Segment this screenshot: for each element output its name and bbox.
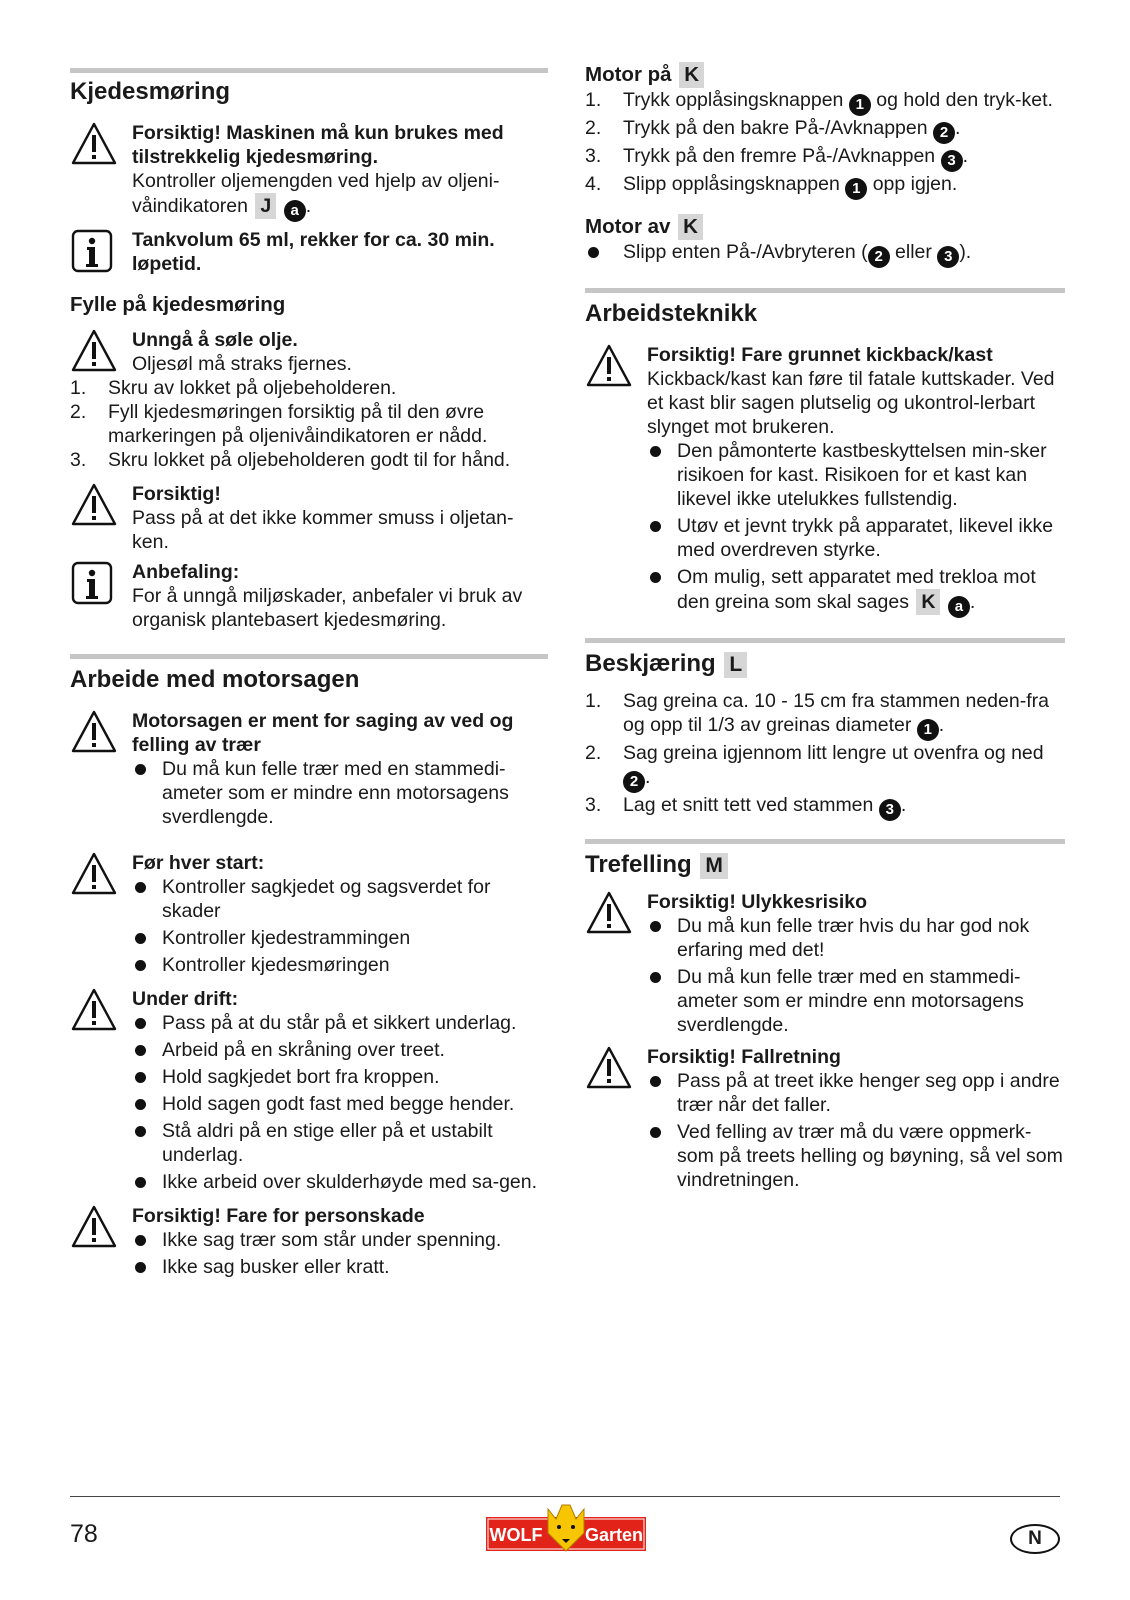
figure-ref: J	[255, 193, 276, 219]
caution-note	[70, 482, 548, 554]
info-title: Tankvolum 65 ml, rekker for ca. 30 min. løpetid.	[132, 229, 495, 275]
logo-text-left: WOLF	[489, 1525, 543, 1545]
warning-icon	[70, 709, 118, 755]
list-item: Ikke sag busker eller kratt.	[132, 1255, 548, 1279]
heading-felling: Trefelling M	[585, 850, 1065, 880]
caution-title: Forsiktig! Fallretning	[647, 1046, 841, 1068]
section-divider	[70, 68, 548, 73]
caution-title: Forsiktig!	[132, 483, 221, 505]
caution-title: Unngå å søle olje.	[132, 329, 298, 351]
figure-ref-circle: 1	[917, 719, 939, 741]
section-divider	[585, 638, 1065, 643]
info-icon	[70, 228, 118, 274]
figure-ref-circle: 2	[623, 771, 645, 793]
warning-icon	[70, 987, 118, 1033]
caution-note	[70, 851, 548, 977]
warning-icon	[70, 482, 118, 528]
info-title: Anbefaling:	[132, 561, 240, 583]
list-item: Slipp enten På-/Avbryteren ( 2 eller 3 ).	[585, 240, 1065, 268]
list-item: Pass på at treet ikke henger seg opp i andre trær når det faller.	[647, 1069, 1065, 1117]
list-item: Om mulig, sett apparatet med trekloa mot den greina som skal sages K a .	[647, 565, 1065, 618]
list-item: 2. Trykk på den bakre På-/Avknappen 2 .	[585, 116, 1065, 144]
figure-ref-circle: 3	[879, 799, 901, 821]
list-item: 4. Slipp opplåsingsknappen 1 opp igjen.	[585, 172, 1065, 200]
figure-ref-circle: 1	[845, 178, 867, 200]
caution-note	[585, 890, 1065, 1037]
warning-icon	[70, 328, 118, 374]
caution-note	[585, 343, 1065, 618]
caution-text: Kickback/kast kan føre til fatale kuttskader. Ved et kast blir sagen plutselig og ukontrol-lerbart slynget mot brukeren.	[647, 368, 1055, 438]
caution-title: Forsiktig! Ulykkesrisiko	[647, 891, 868, 913]
info-note	[70, 228, 548, 276]
info-text: For å unngå miljøskader, anbefaler vi bruk av organisk plantebasert kjedesmøring.	[132, 585, 523, 631]
list-item: Kontroller sagkjedet og sagsverdet for skader	[132, 875, 548, 923]
list-item: Ved felling av trær må du være oppmerk-som på treets helling og bøyning, så vel som vindretningen.	[647, 1120, 1065, 1192]
logo-text-right: Garten	[584, 1525, 644, 1545]
figure-ref-circle: 2	[933, 122, 955, 144]
caution-title: Forsiktig! Fare grunnet kickback/kast	[647, 344, 993, 366]
warning-icon	[585, 1045, 633, 1091]
figure-ref-circle: a	[948, 596, 970, 618]
figure-ref: K	[679, 62, 704, 88]
figure-ref-circle: 3	[937, 246, 959, 268]
list-item: 3. Skru lokket på oljebeholderen godt til for hånd.	[70, 449, 511, 471]
heading-work: Arbeide med motorsagen	[70, 666, 360, 693]
figure-ref: K	[916, 589, 940, 615]
heading-motor-off: Motor av K	[585, 214, 1065, 240]
list-item: 3. Trykk på den fremre På-/Avknappen 3 .	[585, 144, 1065, 172]
figure-ref-circle: 2	[868, 246, 890, 268]
warning-icon	[70, 851, 118, 897]
caution-title: Forsiktig! Fare for personskade	[132, 1205, 425, 1227]
caution-title: Før hver start:	[132, 852, 265, 874]
list-item: Du må kun felle trær med en stammedi-ameter som er mindre enn motorsagens sverdlengde.	[647, 965, 1065, 1037]
list-item: Den påmonterte kastbeskyttelsen min-sker risikoen for kast. Risikoen for et kast kan likevel ikke utelukkes fullstendig.	[647, 439, 1065, 511]
list-item: Du må kun felle trær hvis du har god nok erfaring med det!	[647, 914, 1065, 962]
warning-icon	[70, 1204, 118, 1250]
list-item: Ikke arbeid over skulderhøyde med sa-gen.	[132, 1170, 548, 1194]
page-number: 78	[70, 1520, 98, 1548]
caution-title: Forsiktig! Maskinen må kun brukes med tilstrekkelig kjedesmøring.	[132, 122, 504, 168]
figure-ref-circle: 1	[849, 94, 871, 116]
caution-note	[70, 328, 548, 376]
figure-ref: K	[678, 214, 703, 240]
list-item: 1. Trykk opplåsingsknappen 1 og hold den tryk-ket.	[585, 88, 1065, 116]
list-item: Stå aldri på en stige eller på et ustabilt underlag.	[132, 1119, 548, 1167]
list-item: Utøv et jevnt trykk på apparatet, likevel ikke med overdreven styrke.	[647, 514, 1065, 562]
list-item: Kontroller kjedesmøringen	[132, 953, 548, 977]
caution-text: Oljesøl må straks fjernes.	[132, 353, 352, 375]
wolf-garten-logo	[486, 1503, 646, 1555]
section-divider	[70, 654, 548, 659]
language-badge: N	[1010, 1524, 1060, 1554]
list-item: Pass på at du står på et sikkert underlag.	[132, 1011, 548, 1035]
list-item: 3. Lag et snitt tett ved stammen 3 .	[585, 793, 1065, 821]
list-item: 1. Sag greina ca. 10 - 15 cm fra stammen neden-fra og opp til 1/3 av greinas diameter 1 .	[585, 689, 1065, 741]
list-item: 1. Skru av lokket på oljebeholderen.	[70, 377, 397, 399]
caution-note	[70, 121, 548, 222]
figure-ref-circle: a	[284, 200, 306, 222]
caution-note	[585, 1045, 1065, 1192]
figure-ref: M	[700, 853, 728, 879]
warning-icon	[70, 121, 118, 167]
figure-ref: L	[724, 652, 747, 678]
info-note	[70, 560, 548, 632]
list-item: 2. Sag greina igjennom litt lengre ut ovenfra og ned 2 .	[585, 741, 1065, 793]
warning-icon	[585, 343, 633, 389]
caution-note	[70, 1204, 548, 1279]
heading-motor-on: Motor på K	[585, 62, 1065, 88]
list-item: Du må kun felle trær med en stammedi-ameter som er mindre enn motorsagens sverdlengde.	[132, 757, 548, 829]
list-item: Hold sagen godt fast med begge hender.	[132, 1092, 548, 1116]
heading-fill: Fylle på kjedesmøring	[70, 293, 286, 316]
footer-rule	[70, 1496, 1060, 1497]
list-item: Hold sagkjedet bort fra kroppen.	[132, 1065, 548, 1089]
heading-technique: Arbeidsteknikk	[585, 300, 758, 327]
list-item: 2. Fyll kjedesmøringen forsiktig på til den øvre markeringen på oljenivåindikatoren er nådd.	[70, 401, 488, 447]
figure-ref-circle: 3	[941, 150, 963, 172]
list-item: Arbeid på en skråning over treet.	[132, 1038, 548, 1062]
caution-text: Pass på at det ikke kommer smuss i oljetan-ken.	[132, 507, 514, 553]
caution-title: Under drift:	[132, 988, 239, 1010]
caution-note	[70, 987, 548, 1194]
warning-icon	[585, 890, 633, 936]
heading-pruning: Beskjæring L	[585, 649, 1065, 679]
caution-note	[70, 709, 548, 829]
caution-title: Motorsagen er ment for saging av ved og felling av trær	[132, 710, 514, 756]
heading-chain-lube: Kjedesmøring	[70, 78, 231, 105]
caution-text: Kontroller oljemengden ved hjelp av oljeni-våindikatoren J a .	[132, 169, 548, 222]
info-icon	[70, 560, 118, 606]
list-item: Ikke sag trær som står under spenning.	[132, 1228, 548, 1252]
section-divider	[585, 288, 1065, 293]
section-divider	[585, 839, 1065, 844]
list-item: Kontroller kjedestrammingen	[132, 926, 548, 950]
